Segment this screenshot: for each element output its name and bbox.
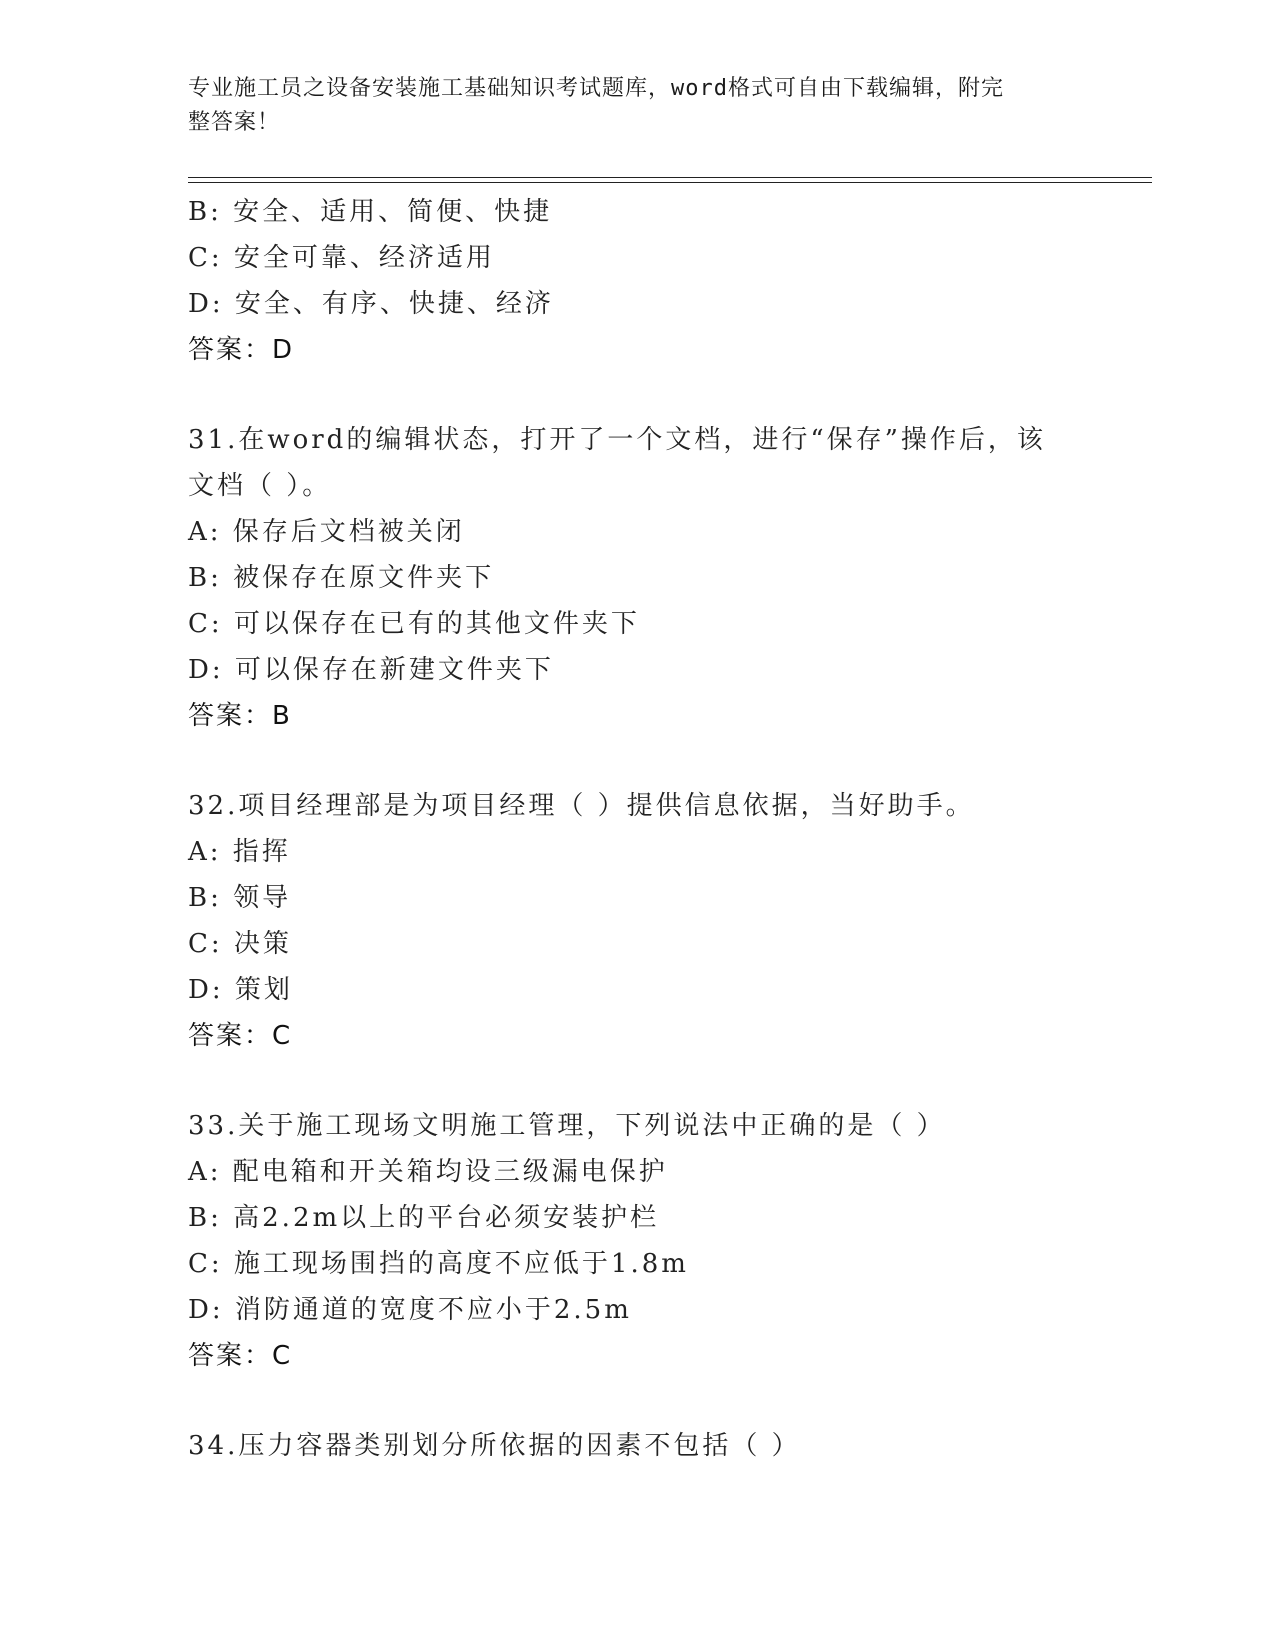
option-c: C: 决策 [188, 929, 292, 959]
question-list [188, 189, 1088, 1469]
option-c: C: 可以保存在已有的其他文件夹下 [188, 609, 640, 639]
option-b: B: 被保存在原文件夹下 [188, 563, 495, 593]
question-stem: 33.关于施工现场文明施工管理，下列说法中正确的是（ ） [188, 1111, 946, 1141]
answer-line: 答案：B [188, 701, 292, 731]
option-b: B: 领导 [188, 883, 292, 913]
spacer [188, 1379, 1088, 1423]
spacer [188, 739, 1088, 783]
answer-line: 答案：C [188, 1021, 293, 1051]
question-block-prev [188, 189, 1088, 373]
option-a: A: 保存后文档被关闭 [188, 517, 465, 547]
answer-line: 答案：D [188, 335, 295, 365]
question-stem-continued: 文档（ ）。 [188, 471, 332, 501]
question-block-32 [188, 783, 1088, 1059]
header-divider-bottom [188, 182, 1152, 183]
spacer [188, 1059, 1088, 1103]
option-a: A: 指挥 [188, 837, 291, 867]
option-c: C: 安全可靠、经济适用 [188, 243, 495, 273]
question-block-34 [188, 1423, 1088, 1469]
header-title-line-1: 专业施工员之设备安装施工基础知识考试题库，word格式可自由下载编辑，附完 [188, 76, 1004, 101]
question-stem: 34.压力容器类别划分所依据的因素不包括（ ） [188, 1431, 801, 1461]
header-title-line-2: 整答案！ [188, 110, 281, 135]
option-d: D: 可以保存在新建文件夹下 [188, 655, 554, 685]
question-stem: 32.项目经理部是为项目经理（ ）提供信息依据，当好助手。 [188, 791, 975, 821]
option-b: B: 高2.2m以上的平台必须安装护栏 [188, 1203, 660, 1233]
option-d: D: 安全、有序、快捷、经济 [188, 289, 554, 319]
option-d: D: 策划 [188, 975, 293, 1005]
question-stem: 31.在word的编辑状态，打开了一个文档，进行“保存”操作后，该 [188, 425, 1046, 455]
question-block-31 [188, 417, 1088, 739]
option-c: C: 施工现场围挡的高度不应低于1.8m [188, 1249, 689, 1279]
document-header [188, 72, 1068, 140]
question-block-33 [188, 1103, 1088, 1379]
header-divider-top [188, 177, 1152, 178]
answer-line: 答案：C [188, 1341, 293, 1371]
option-b: B: 安全、适用、简便、快捷 [188, 197, 553, 227]
spacer [188, 373, 1088, 417]
option-d: D: 消防通道的宽度不应小于2.5m [188, 1295, 632, 1325]
option-a: A: 配电箱和开关箱均设三级漏电保护 [188, 1157, 668, 1187]
